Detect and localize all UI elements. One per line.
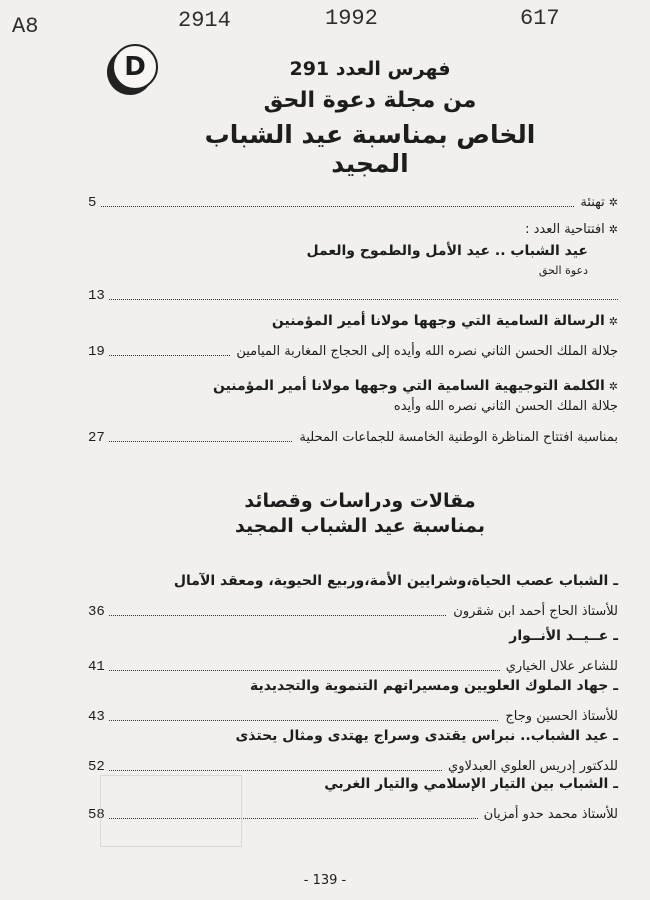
handwritten-code: 2914 (178, 8, 231, 33)
toc-row (88, 378, 618, 399)
toc-entry-editorial (88, 222, 618, 304)
handwritten-year: 1992 (325, 6, 378, 31)
article-author: للأستاذ الحاج أحمد ابن شقرون (447, 604, 618, 619)
article-title: ـ عيد الشباب.. نبراس يقتدى وسراج يهتدى ومثال يحتذى (235, 728, 618, 744)
article-title: ـ عــيــد الأنــوار (509, 628, 618, 644)
star-bullet-icon: ✲ (608, 196, 618, 209)
page-number: 19 (88, 344, 109, 360)
faded-stamp (100, 775, 242, 847)
toc-title: ✲الكلمة التوجيهية السامية التي وجهها مولانا أمير المؤمنين (212, 378, 618, 394)
star-bullet-icon: ✲ (608, 380, 618, 393)
toc-entry-speech (88, 378, 618, 446)
toc-title: عيد الشباب .. عيد الأمل والطموح والعمل (306, 243, 588, 259)
title-occasion: الخاص بمناسبة عيد الشباب المجيد (204, 120, 536, 178)
logo-letter: D (124, 52, 146, 82)
toc-article-4 (88, 728, 618, 775)
section-subheading: بمناسبة عيد الشباب المجيد (234, 515, 486, 537)
toc-article-3 (88, 678, 618, 725)
toc-row (88, 678, 618, 699)
toc-row (88, 749, 618, 775)
toc-subtitle: بمناسبة افتتاح المناظرة الوطنية الخامسة للجماعات المحلية (293, 430, 618, 445)
page-number: 43 (88, 709, 109, 725)
toc-row (88, 264, 588, 285)
toc-heading: ✲افتتاحية العدد : (525, 222, 618, 237)
toc-row (88, 185, 618, 211)
toc-subtitle: جلالة الملك الحسن الثاني نصره الله وأيده إلى الحجاج المغاربة الميامين (230, 344, 618, 359)
toc-row (88, 243, 588, 264)
article-title: ـ الشباب عصب الحياة،وشرايين الأمة،وربيع الحيوية، ومعقد الآمال (173, 573, 618, 589)
title-issue: فهرس العدد 291 (289, 58, 451, 80)
toc-author: دعوة الحق (538, 264, 588, 277)
toc-article-1 (88, 573, 618, 620)
toc-row (88, 313, 618, 334)
handwritten-number: 617 (520, 6, 560, 31)
toc-row (88, 699, 618, 725)
toc-row (88, 334, 618, 360)
toc-entry-letter (88, 313, 618, 360)
article-author: للأستاذ محمد حدو أمزيان (478, 807, 618, 822)
star-bullet-icon: ✲ (608, 223, 618, 236)
toc-row (88, 649, 618, 675)
article-author: للأستاذ الحسين وجاج (499, 709, 618, 724)
toc-row (88, 728, 618, 749)
magazine-logo (112, 44, 158, 90)
page-number: 13 (88, 288, 109, 304)
toc-article-2 (88, 628, 618, 675)
article-author: للدكتور إدريس العلوي العبدلاوي (442, 759, 618, 774)
page-number: 5 (88, 195, 100, 211)
toc-row (88, 573, 618, 594)
toc-row (88, 222, 618, 243)
page-number: 52 (88, 759, 109, 775)
page-number: 58 (88, 807, 109, 823)
article-title: ـ الشباب بين التيار الإسلامي والتيار الغربي (324, 776, 618, 792)
star-bullet-icon: ✲ (608, 315, 618, 328)
toc-row (88, 420, 618, 446)
article-author: للشاعر علال الخياري (500, 659, 618, 674)
title-magazine: من مجلة دعوة الحق (263, 88, 477, 113)
handwritten-mark-left: A8 (12, 14, 39, 39)
page-number: 36 (88, 604, 109, 620)
toc-label: ✲تهنئة (574, 195, 618, 210)
toc-entry-congrats (88, 185, 618, 211)
toc-row (88, 594, 618, 620)
article-title: ـ جهاد الملوك العلويين ومسيراتهم التنموية والتجديدية (249, 678, 618, 694)
toc-row (88, 628, 618, 649)
toc-row (88, 285, 618, 304)
toc-title: ✲الرسالة السامية التي وجهها مولانا أمير المؤمنين (271, 313, 618, 329)
toc-row (88, 399, 618, 420)
section-heading: مقالات ودراسات وقصائد (244, 490, 476, 512)
page-number: 27 (88, 430, 109, 446)
page-number: 41 (88, 659, 109, 675)
page-footer-number: - 139 - (303, 873, 347, 888)
toc-subtitle: جلالة الملك الحسن الثاني نصره الله وأيده (393, 399, 618, 414)
